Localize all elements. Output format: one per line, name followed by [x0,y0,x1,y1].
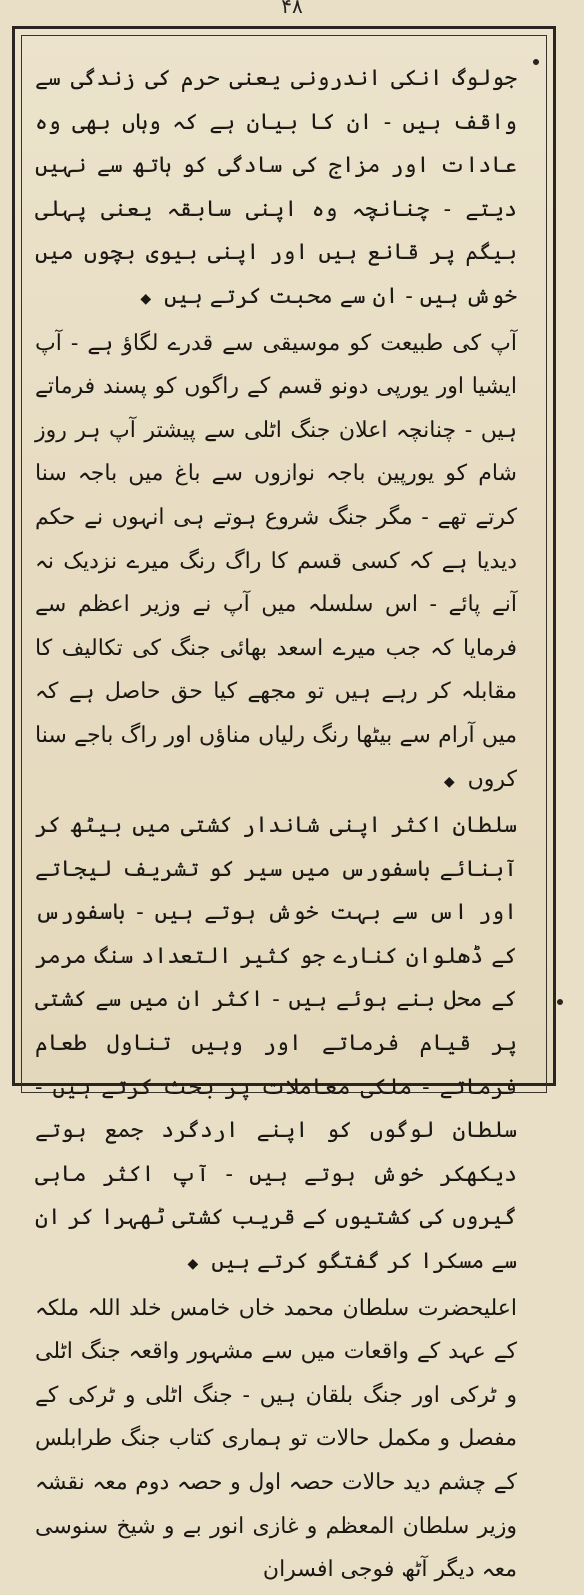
paragraph [35,804,517,1287]
page-frame [12,26,556,1583]
paragraph-text: سلطان اکثر اپنی شاندار کشتی میں بیٹھ کر آبنائے باسفورس میں سیر کو تشریف لیجاتے اور اس سے بہت خوش ہوتے ہیں - باسفورس کے ڈھلوان کنارے جو کثیر التعداد سنگ مرمر کے محل بنے ہوئے ہیں - اکثر ان میں سے کشتی پر قیام فرماتے اور وہیں تناول طعام فرماتے - ملکی معاملات پر بحث کرتے ہیں - سلطان لوگوں کو اپنے اردگرد جمع ہوتے دیکھکر خوش ہوتے ہیں - آپ اکثر ماہی گیروں کی کشتیوں کے قریب کشتی ٹھہرا کر ان سے مسکرا کر گفتگو کرتے ہیں [35,813,517,1275]
margin-mark [557,999,563,1005]
paragraph-text: آپ کی طبیعت کو موسیقی سے قدرے لگاؤ ہے - آپ ایشیا اور یورپی دونو قسم کے راگوں کو پسند فرماتے ہیں - چنانچہ اعلان جنگ اٹلی سے پیشتر آپ ہر روز شام کو یورپین باجہ نوازوں سے باغ میں باجہ سنا کرتے تھے - مگر جنگ شروع ہوتے ہی انہوں نے حکم دیدیا ہے کہ کسی قسم کا راگ رنگ میرے نزدیک نہ آنے پائے - اس سلسلہ میں آپ نے وزیر اعظم سے فرمایا کہ جب میرے اسعد بھائی جنگ کی تکالیف کا مقابلہ کر رہے ہیں تو مجھے کیا حق حاصل ہے کہ میں آرام سے بیٹھا رنگ رلیاں مناؤں اور راگ باجے سنا کروں [35,330,517,792]
paragraph-end-mark: ◆ [443,773,455,790]
paragraph-end-mark: ◆ [187,1256,199,1273]
paragraph-text: جولوگ انکی اندرونی یعنی حرم کی زندگی سے واقف ہیں - ان کا بیان ہے کہ وہاں بھی وہ عادات اور مزاج کی سادگی کو ہاتھ سے نہیں دیتے - چنانچہ وہ اپنی سابقہ یعنی پہلی بیگم پر قانع ہیں اور اپنی بیوی بچوں میں خوش ہیں - ان سے محبت کرتے ہیں [35,66,517,309]
paragraph [35,322,517,805]
paragraph-text: اعلیحضرت سلطان محمد خاں خامس خلد اللہ ملکہ کے عہد کے واقعات میں سے مشہور واقعہ جنگ اٹلی و ٹرکی اور جنگ بلقان ہیں - جنگ اٹلی و ٹرکی کے مفصل و مکمل حالات تو ہماری کتاب جنگ طرابلس کے چشم دید حالات حصہ اول و حصہ دوم معہ نقشہ وزیر سلطان المعظم و غازی انور بے و شیخ سنوسی معہ دیگر آٹھ فوجی افسران [35,1295,517,1583]
paragraph [35,57,517,322]
page-number: ۴۸ [281,0,303,18]
body-text [35,57,517,1595]
paragraph [35,1287,517,1595]
margin-mark [533,59,539,65]
paragraph-end-mark: ◆ [140,290,152,307]
